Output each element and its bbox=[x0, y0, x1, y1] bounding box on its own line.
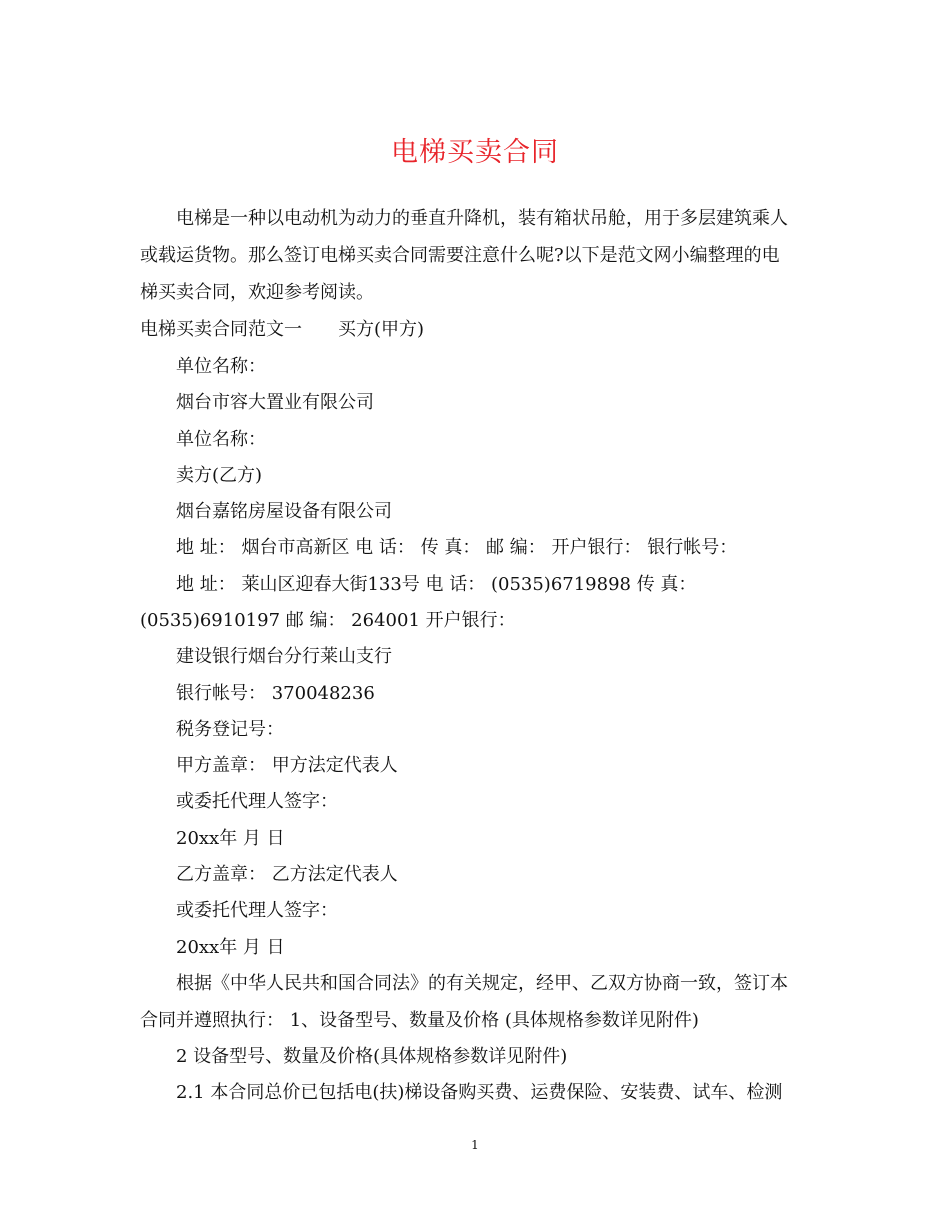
document-title: 电梯买卖合同 bbox=[391, 137, 559, 168]
paragraph-line: 地 址： 烟台市高新区 电 话： 传 真： 邮 编： 开户银行： 银行帐号： bbox=[176, 537, 738, 558]
paragraph-line: 建设银行烟台分行莱山支行 bbox=[176, 646, 392, 667]
paragraph-line: 卖方(乙方) bbox=[176, 465, 263, 486]
paragraph-line: 合同并遵照执行： 1、设备型号、数量及价格 (具体规格参数详见附件) bbox=[140, 1010, 699, 1031]
paragraph-line: 或载运货物。那么签订电梯买卖合同需要注意什么呢?以下是范文网小编整理的电 bbox=[140, 245, 780, 266]
paragraph-line: (0535)6910197 邮 编： 264001 开户银行： bbox=[140, 610, 516, 631]
paragraph-line: 2.1 本合同总价已包括电(扶)梯设备购买费、运费保险、安装费、试车、检测 bbox=[176, 1082, 783, 1103]
paragraph-line: 或委托代理人签字： bbox=[176, 791, 338, 812]
paragraph-line: 电梯买卖合同范文一 买方(甲方) bbox=[140, 319, 425, 340]
page-number: 1 bbox=[471, 1138, 479, 1152]
paragraph-line: 银行帐号： 370048236 bbox=[176, 683, 375, 704]
paragraph-line: 乙方盖章： 乙方法定代表人 bbox=[176, 864, 398, 885]
paragraph-line: 甲方盖章： 甲方法定代表人 bbox=[176, 755, 398, 776]
paragraph-line: 税务登记号： bbox=[176, 719, 284, 740]
paragraph-line: 单位名称： bbox=[176, 356, 266, 377]
paragraph-line: 梯买卖合同，欢迎参考阅读。 bbox=[140, 282, 374, 303]
paragraph-line: 20xx年 月 日 bbox=[176, 828, 285, 849]
paragraph-line: 电梯是一种以电动机为动力的垂直升降机，装有箱状吊舱，用于多层建筑乘人 bbox=[176, 208, 788, 229]
paragraph-line: 20xx年 月 日 bbox=[176, 937, 285, 958]
paragraph-line: 或委托代理人签字： bbox=[176, 900, 338, 921]
paragraph-line: 单位名称： bbox=[176, 429, 266, 450]
paragraph-line: 地 址： 莱山区迎春大街133号 电 话： (0535)6719898 传 真： bbox=[176, 574, 697, 595]
paragraph-line: 烟台市容大置业有限公司 bbox=[176, 392, 374, 413]
paragraph-line: 2 设备型号、数量及价格(具体规格参数详见附件) bbox=[176, 1046, 568, 1067]
paragraph-line: 根据《中华人民共和国合同法》的有关规定，经甲、乙双方协商一致，签订本 bbox=[176, 973, 788, 994]
paragraph-line: 烟台嘉铭房屋设备有限公司 bbox=[176, 501, 392, 522]
